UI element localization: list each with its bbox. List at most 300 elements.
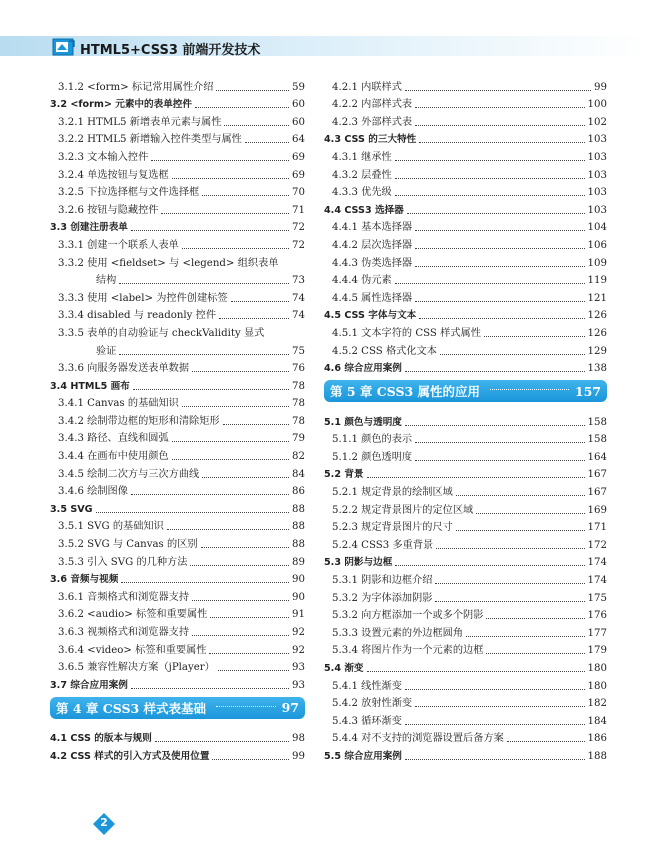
toc-entry-page: 72 [292, 222, 305, 234]
toc-entry-page: 79 [292, 433, 305, 445]
toc-entry-title: 3.2.5 下拉选择框与文件选择框 [58, 187, 200, 199]
toc-entry-title: 3.2.2 HTML5 新增输入控件类型与属性 [58, 134, 242, 146]
leader-dots [212, 758, 289, 760]
toc-entry-page: 126 [587, 310, 607, 322]
toc-entry-title: 3.3.4 disabled 与 readonly 控件 [58, 310, 217, 322]
toc-entry-title: 结构 [96, 275, 117, 287]
toc-entry-title: 3.4.3 路径、直线和圆弧 [58, 433, 169, 445]
toc-entry-page: 103 [587, 134, 607, 146]
leader-dots [415, 247, 584, 249]
toc-entry-title: 5.4 渐变 [324, 663, 364, 674]
toc-entry-page: 102 [587, 116, 607, 128]
leader-dots [405, 758, 585, 760]
toc-entry-title: 4.5.1 文本字符的 CSS 样式属性 [332, 327, 481, 339]
toc-subsection-entry[interactable] [50, 305, 305, 323]
toc-entry-page: 119 [587, 275, 607, 287]
toc-subsection-entry[interactable] [324, 710, 607, 728]
toc-entry-page: 138 [587, 363, 607, 375]
toc-entry-page: 180 [587, 663, 607, 674]
toc-entry-title: 3.5 SVG [50, 503, 93, 515]
toc-entry-title: 3.5.2 SVG 与 Canvas 的区别 [58, 539, 198, 551]
toc-subsection-entry[interactable] [324, 728, 607, 746]
toc-entry-page: 98 [292, 733, 305, 745]
leader-dots [172, 458, 289, 460]
toc-entry-page: 106 [587, 239, 607, 251]
toc-entry-page: 175 [587, 592, 607, 604]
toc-entry-page: 93 [292, 662, 305, 674]
chapter-title: 第 4 章 CSS3 样式表基础 [56, 700, 207, 716]
book-title: HTML5+CSS3 前端开发技术 [80, 43, 261, 58]
leader-dots [151, 159, 289, 161]
toc-section-entry[interactable] [50, 217, 305, 235]
toc-subsection-entry[interactable] [50, 410, 305, 428]
toc-entry-title: 5.4.4 对不支持的浏览器设置后备方案 [332, 733, 504, 745]
chapter-page: 97 [281, 700, 299, 716]
leader-dots [405, 723, 585, 725]
toc-entry-page: 93 [292, 679, 305, 691]
toc-entry-continuation[interactable] [50, 270, 305, 288]
toc-entry-page: 75 [292, 345, 305, 357]
toc-section-entry[interactable] [324, 199, 607, 217]
toc-entry-page: 103 [587, 169, 607, 181]
leader-dots [435, 600, 584, 602]
toc-entry-title: 4.4.1 基本选择器 [332, 222, 413, 234]
toc-section-entry[interactable] [324, 552, 607, 570]
toc-entry-page: 78 [292, 380, 305, 392]
leader-dots [192, 634, 289, 636]
leader-dots [415, 124, 584, 126]
toc-subsection-entry[interactable] [50, 182, 305, 200]
toc-entry-page: 74 [292, 292, 305, 304]
toc-entry-title: 3.4.1 Canvas 的基础知识 [58, 398, 179, 410]
leader-dots [486, 652, 584, 654]
toc-entry-title: 5.1.1 颜色的表示 [332, 434, 413, 446]
toc-entry-title: 3.6.2 <audio> 标签和重要属性 [58, 609, 208, 621]
toc-subsection-entry[interactable] [324, 517, 607, 535]
toc-entry-page: 71 [292, 204, 305, 216]
toc-subsection-entry[interactable] [50, 164, 305, 182]
leader-dots [395, 194, 585, 196]
toc-entry-title: 3.2.1 HTML5 新增表单元素与属性 [58, 116, 222, 128]
toc-entry-title: 3.3.1 创建一个联系人表单 [58, 239, 179, 251]
toc-entry-page: 167 [587, 487, 607, 499]
toc-subsection-entry[interactable] [324, 164, 607, 182]
toc-subsection-entry[interactable] [324, 446, 607, 464]
toc-entry-page: 90 [292, 591, 305, 603]
toc-entry-page: 64 [292, 134, 305, 146]
toc-entry-page: 158 [587, 416, 607, 428]
leader-dots [367, 476, 585, 478]
toc-entry-page: 91 [292, 609, 305, 621]
toc-entry-page: 99 [292, 750, 305, 762]
leader-dots [192, 599, 289, 601]
toc-entry-page: 88 [292, 539, 305, 551]
toc-subsection-entry[interactable] [324, 94, 607, 112]
leader-dots [167, 528, 289, 530]
leader-dots [218, 669, 289, 671]
toc-entry-title: 3.6.1 音频格式和浏览器支持 [58, 591, 190, 603]
leader-dots [195, 106, 289, 108]
leader-dots [484, 335, 585, 337]
leader-dots [415, 106, 584, 108]
toc-subsection-entry[interactable] [50, 358, 305, 376]
toc-section-entry[interactable] [324, 464, 607, 482]
leader-dots [395, 159, 585, 161]
toc-subsection-entry[interactable] [324, 234, 607, 252]
toc-entry-page: 60 [292, 99, 305, 111]
toc-entry-page: 99 [594, 81, 607, 93]
page-number-badge [92, 812, 116, 836]
toc-entry-page: 90 [292, 574, 305, 586]
toc-entry-title: 4.4.5 属性选择器 [332, 292, 413, 304]
toc-entry-title: 5.3.2 为字体添加阴影 [332, 592, 433, 604]
book-logo-icon [52, 37, 76, 57]
leader-dots [119, 353, 289, 355]
leader-dots [131, 687, 289, 689]
toc-subsection-entry[interactable] [324, 534, 607, 552]
toc-entry-title: 4.3.2 层叠性 [332, 169, 392, 181]
chapter-heading[interactable] [50, 697, 305, 719]
leader-dots [119, 282, 289, 284]
toc-entry-title: 5.3.3 设置元素的外边框圆角 [332, 627, 464, 639]
toc-entry-page: 70 [292, 187, 305, 199]
leader-dots [407, 212, 585, 214]
chapter-title: 第 5 章 CSS3 属性的应用 [330, 384, 481, 400]
leader-dots [182, 405, 289, 407]
leader-dots [507, 740, 585, 742]
toc-entry-title: 5.1 颜色与透明度 [324, 416, 402, 428]
toc-subsection-entry[interactable] [50, 639, 305, 657]
chapter-heading[interactable] [324, 380, 607, 402]
toc-section-entry[interactable] [324, 305, 607, 323]
leader-dots [161, 212, 289, 214]
toc-entry-page: 69 [292, 151, 305, 163]
toc-entry-page: 72 [292, 239, 305, 251]
toc-entry-title: 5.4.2 放射性渐变 [332, 698, 413, 710]
toc-entry-title: 4.6 综合应用案例 [324, 363, 402, 375]
leader-dots [231, 300, 289, 302]
toc-subsection-entry[interactable] [50, 445, 305, 463]
leader-dots [209, 652, 289, 654]
toc-entry-title: 3.3.6 向服务器发送表单数据 [58, 363, 190, 375]
toc-entry-page: 59 [292, 81, 305, 93]
toc-entry-page: 177 [587, 627, 607, 639]
chapter-page: 157 [574, 383, 601, 399]
toc-left-column [50, 76, 305, 763]
toc-subsection-entry[interactable] [324, 640, 607, 658]
toc-entry-title: 4.2 CSS 样式的引入方式及使用位置 [50, 750, 210, 762]
toc-section-entry[interactable] [50, 569, 305, 587]
toc-entry-page: 182 [587, 698, 607, 710]
toc-entry-title: 3.7 综合应用案例 [50, 679, 128, 691]
leader-dots [405, 370, 585, 372]
leader-dots [419, 141, 584, 143]
toc-entry-page: 179 [587, 645, 607, 657]
chapter-leader-dots [490, 388, 569, 390]
toc-entry-title: 4.3 CSS 的三大特性 [324, 134, 417, 146]
toc-entry-page: 188 [587, 750, 607, 762]
leader-dots [440, 353, 585, 355]
leader-dots [367, 670, 585, 672]
toc-entry-page: 73 [292, 275, 305, 287]
toc-entry-title: 5.3.4 将图片作为一个元素的边框 [332, 645, 484, 657]
toc-entry-page: 60 [292, 116, 305, 128]
leader-dots [405, 424, 585, 426]
toc-right-column [324, 76, 607, 763]
toc-entry-page: 158 [587, 434, 607, 446]
chapter-leader-dots [216, 705, 276, 707]
toc-subsection-entry[interactable] [50, 428, 305, 446]
toc-subsection-entry[interactable] [324, 287, 607, 305]
leader-dots [466, 635, 585, 637]
toc-section-entry[interactable] [324, 129, 607, 147]
toc-entry-page: 180 [587, 680, 607, 692]
toc-entry-page: 169 [587, 504, 607, 516]
leader-dots [202, 194, 289, 196]
leader-dots [155, 740, 289, 742]
toc-section-entry[interactable] [324, 745, 607, 763]
leader-dots [223, 423, 289, 425]
leader-dots [415, 265, 584, 267]
leader-dots [192, 370, 289, 372]
leader-dots [131, 493, 289, 495]
toc-subsection-entry[interactable] [324, 340, 607, 358]
toc-entry-page: 176 [587, 610, 607, 622]
toc-entry-page: 78 [292, 415, 305, 427]
toc-entry-page: 167 [587, 469, 607, 481]
toc-subsection-entry[interactable] [324, 587, 607, 605]
toc-subsection-entry[interactable] [50, 657, 305, 675]
toc-section-entry[interactable] [50, 728, 305, 746]
leader-dots [395, 177, 585, 179]
toc-subsection-entry[interactable] [50, 621, 305, 639]
leader-dots [121, 581, 289, 583]
toc-entry-title: 5.2.3 规定背景图片的尺寸 [332, 522, 453, 534]
toc-section-entry[interactable] [50, 745, 305, 763]
toc-entry-title: 5.2 背景 [324, 469, 364, 481]
toc-entry-title: 5.4.1 线性渐变 [332, 680, 402, 692]
toc-entry-title: 4.4.4 伪元素 [332, 275, 392, 287]
toc-section-entry[interactable] [324, 358, 607, 376]
toc-subsection-entry[interactable] [50, 111, 305, 129]
toc-entry-title: 4.3.3 优先级 [332, 187, 392, 199]
toc-entry-title: 5.2.1 规定背景的绘制区域 [332, 487, 453, 499]
toc-entry-page: 74 [292, 310, 305, 322]
toc-entry-title: 5.5 综合应用案例 [324, 750, 402, 762]
leader-dots [133, 388, 289, 390]
leader-dots [216, 89, 289, 91]
toc-entry-page: 103 [587, 187, 607, 199]
toc-subsection-entry[interactable] [50, 234, 305, 252]
toc-entry-page: 76 [292, 363, 305, 375]
toc-entry-title: 4.2.2 内部样式表 [332, 99, 413, 111]
leader-dots [415, 300, 584, 302]
leader-dots [245, 141, 289, 143]
toc-entry-title: 4.5.2 CSS 格式化文本 [332, 345, 437, 357]
toc-subsection-entry[interactable] [50, 604, 305, 622]
toc-subsection-entry[interactable] [324, 569, 607, 587]
toc-entry-page: 164 [587, 451, 607, 463]
toc-entry-title: 3.4.6 绘制图像 [58, 486, 128, 498]
toc-entry-page: 82 [292, 451, 305, 463]
toc-subsection-entry[interactable] [50, 481, 305, 499]
leader-dots [395, 282, 585, 284]
toc-subsection-entry[interactable] [324, 270, 607, 288]
leader-dots [415, 459, 584, 461]
leader-dots [419, 317, 584, 319]
toc-entry-page: 121 [587, 292, 607, 304]
leader-dots [224, 124, 289, 126]
toc-entry-page: 86 [292, 486, 305, 498]
toc-subsection-entry[interactable] [50, 146, 305, 164]
toc-subsection-entry[interactable] [324, 499, 607, 517]
toc-subsection-entry[interactable] [324, 693, 607, 711]
toc-subsection-entry[interactable] [50, 516, 305, 534]
toc-entry-title: 4.4.3 伪类选择器 [332, 257, 413, 269]
toc-entry-page: 100 [587, 99, 607, 111]
toc-entry-title: 3.3.5 表单的自动验证与 checkValidity 显式 [58, 327, 265, 339]
toc-subsection-entry[interactable] [324, 76, 607, 94]
toc-subsection-entry[interactable] [324, 429, 607, 447]
toc-entry-title: 5.3.2 向方框添加一个或多个阴影 [332, 610, 484, 622]
toc-entry-title: 5.2.2 规定背景图片的定位区域 [332, 504, 474, 516]
toc-entry-page: 78 [292, 398, 305, 410]
toc-entry-page: 84 [292, 468, 305, 480]
toc-entry-title: 3.2.6 按钮与隐藏控件 [58, 204, 159, 216]
toc-entry-continuation[interactable] [50, 340, 305, 358]
toc-section-entry[interactable] [50, 498, 305, 516]
toc-entry-page: 92 [292, 627, 305, 638]
toc-entry-title: 4.2.1 内联样式 [332, 81, 402, 93]
toc-section-entry[interactable] [50, 674, 305, 692]
toc-entry-page: 174 [587, 575, 607, 587]
leader-dots [182, 247, 289, 249]
leader-dots [219, 317, 289, 319]
toc-entry-title: 4.4 CSS3 选择器 [324, 204, 404, 216]
leader-dots [415, 229, 584, 231]
toc-subsection-entry[interactable] [50, 533, 305, 551]
toc-entry-page: 186 [587, 733, 607, 745]
toc-subsection-entry[interactable] [324, 322, 607, 340]
toc-entry-page: 69 [292, 169, 305, 181]
toc-entry-title: 验证 [96, 345, 117, 357]
toc-entry-title: 3.6.5 兼容性解决方案（jPlayer） [58, 662, 215, 674]
toc-subsection-entry[interactable] [324, 481, 607, 499]
leader-dots [405, 688, 585, 690]
toc-entry-title: 4.4.2 层次选择器 [332, 239, 413, 251]
toc-subsection-entry[interactable] [324, 622, 607, 640]
toc-subsection-entry[interactable] [50, 199, 305, 217]
toc-entry-page: 109 [587, 257, 607, 269]
toc-subsection-entry[interactable] [324, 146, 607, 164]
toc-subsection-entry[interactable] [324, 252, 607, 270]
toc-entry-title: 5.2.4 CSS3 多重背景 [332, 539, 434, 551]
toc-entry-title: 5.1.2 颜色透明度 [332, 451, 413, 463]
toc-section-entry[interactable] [324, 657, 607, 675]
toc-entry-page: 89 [292, 556, 305, 568]
toc-entry-title: 3.2.3 文本输入控件 [58, 151, 149, 163]
toc-subsection-entry[interactable] [50, 129, 305, 147]
toc-subsection-entry[interactable] [324, 182, 607, 200]
toc-entry-title: 5.3 阴影与边框 [324, 557, 393, 569]
leader-dots [201, 546, 289, 548]
toc-entry-title: 3.2 <form> 元素中的表单控件 [50, 99, 192, 111]
toc-entry-title: 5.3.1 阴影和边框介绍 [332, 575, 433, 587]
toc-entry-page: 103 [587, 204, 607, 216]
toc-entry-title: 3.3.3 使用 <label> 为控件创建标签 [58, 292, 228, 304]
toc-entry-title: 3.4.5 绘制二次方与三次方曲线 [58, 468, 200, 480]
toc-entry-title: 3.4.4 在画布中使用颜色 [58, 451, 169, 463]
toc-subsection-entry[interactable] [50, 287, 305, 305]
toc-entry-title: 3.6.4 <video> 标签和重要属性 [58, 644, 207, 656]
toc-subsection-entry[interactable] [50, 322, 305, 340]
leader-dots [210, 616, 289, 618]
toc-entry-title: 3.5.1 SVG 的基础知识 [58, 521, 164, 533]
toc-subsection-entry[interactable] [324, 605, 607, 623]
toc-entry-page: 126 [587, 327, 607, 339]
running-header [0, 0, 648, 62]
toc-subsection-entry[interactable] [50, 551, 305, 569]
toc-subsection-entry[interactable] [50, 586, 305, 604]
leader-dots [456, 494, 585, 496]
page-number: 2 [100, 816, 108, 829]
leader-dots [476, 512, 584, 514]
toc-entry-title: 3.6 音频与视频 [50, 574, 119, 586]
toc-entry-title: 3.4.2 绘制带边框的矩形和清除矩形 [58, 415, 220, 427]
leader-dots [415, 441, 584, 443]
toc-entry-page: 174 [587, 557, 607, 569]
toc-entry-page: 88 [292, 503, 305, 515]
toc-entry-page: 129 [587, 345, 607, 357]
toc-entry-page: 172 [587, 539, 607, 551]
toc-subsection-entry[interactable] [324, 111, 607, 129]
toc-subsection-entry[interactable] [50, 76, 305, 94]
toc-subsection-entry[interactable] [50, 393, 305, 411]
leader-dots [436, 547, 584, 549]
toc-entry-page: 171 [587, 522, 607, 534]
leader-dots [486, 617, 584, 619]
toc-entry-title: 4.2.3 外部样式表 [332, 116, 413, 128]
toc-section-entry[interactable] [324, 411, 607, 429]
leader-dots [456, 529, 585, 531]
leader-dots [172, 177, 289, 179]
toc-subsection-entry[interactable] [324, 217, 607, 235]
toc-entry-page: 104 [587, 222, 607, 234]
toc-entry-title: 3.6.3 视频格式和浏览器支持 [58, 627, 190, 638]
toc-entry-title: 3.3 创建注册表单 [50, 222, 128, 234]
toc-entry-page: 88 [292, 521, 305, 533]
toc-subsection-entry[interactable] [50, 252, 305, 270]
toc-section-entry[interactable] [50, 375, 305, 393]
toc-entry-page: 184 [587, 715, 607, 727]
toc-entry-page: 103 [587, 151, 607, 163]
toc-entry-title: 3.3.2 使用 <fieldset> 与 <legend> 组织表单 [58, 257, 279, 269]
toc-entry-page: 92 [292, 644, 305, 656]
leader-dots [131, 229, 289, 231]
leader-dots [435, 582, 584, 584]
leader-dots [202, 476, 289, 478]
leader-dots [96, 511, 289, 513]
toc-section-entry[interactable] [50, 94, 305, 112]
toc-subsection-entry[interactable] [324, 675, 607, 693]
leader-dots [172, 440, 289, 442]
toc-entry-title: 4.5 CSS 字体与文本 [324, 310, 417, 322]
leader-dots [395, 564, 584, 566]
toc-subsection-entry[interactable] [50, 463, 305, 481]
toc-entry-title: 3.1.2 <form> 标记常用属性介绍 [58, 81, 214, 93]
leader-dots [190, 564, 289, 566]
toc-entry-title: 4.1 CSS 的版本与规则 [50, 733, 152, 745]
